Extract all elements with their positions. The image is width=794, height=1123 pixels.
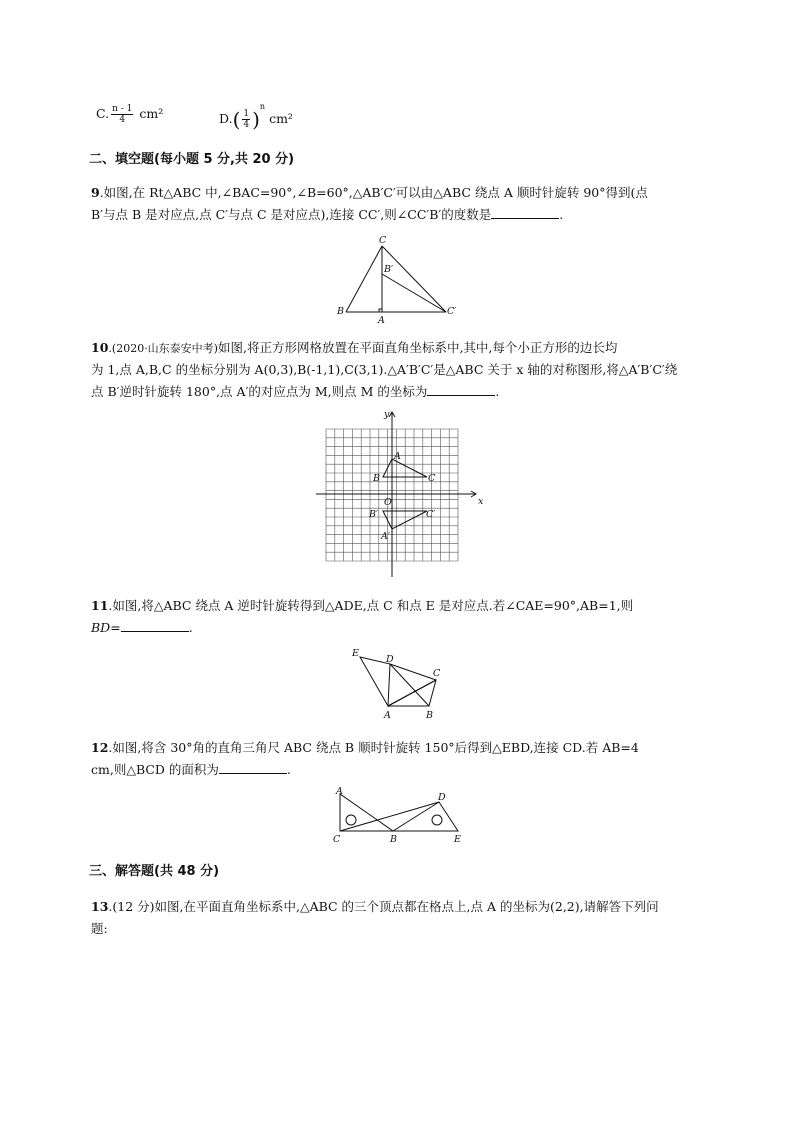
option-c [96,104,163,125]
q10-text-1: 如图,将正方形网格放置在平面直角坐标系中,其中,每个小正方形的边长均 [217,340,618,355]
option-d-numerator: 1 [243,109,250,119]
q10-label-o: O [384,497,392,508]
q10-label-b1: B′ [369,509,379,520]
q10-end: . [495,384,500,399]
q10-label-y: y [384,409,390,420]
q12-label-d: D [438,792,446,803]
option-d-paren-right: ) [252,107,260,132]
q11-figure [348,644,448,722]
q12-triangle-abc [340,794,393,831]
q10-label-a: A [394,451,401,462]
q9-text-2: B′与点 B 是对应点,点 C′与点 C 是对应点),连接 CC′,则∠CC′B′的度数是 [91,207,492,222]
option-c-fraction [111,104,133,125]
q10-label-a1: A′ [381,531,391,542]
q10-number: 10 [91,340,109,355]
q13-line1 [91,897,659,915]
option-c-denominator: 4 [119,115,126,125]
q13-line2 [91,919,108,937]
q12-answer-blank[interactable] [219,761,287,774]
q9-line2 [91,205,563,223]
q9-answer-blank[interactable] [491,206,559,219]
q11-label-a: A [384,710,391,721]
q9-text-1: .如图,在 Rt△ABC 中,∠BAC=90°,∠B=60°,△AB′C′可以由△ABC 绕点 A 顺时针旋转 90°得到(点 [99,185,648,200]
option-d-label: D. [219,111,233,126]
q9-label-c1: C′ [447,306,457,317]
q11-label-e: E [352,648,359,659]
q9-end: . [559,207,564,222]
q10-line1 [91,338,617,356]
q12-end: . [286,762,291,777]
q11-text-1: .如图,将△ABC 绕点 A 逆时针旋转得到△ADE,点 C 和点 E 是对应点.若∠CAE=90°,AB=1,则 [108,598,634,613]
q12-label-a: A [336,786,343,797]
q12-circle-right [432,815,442,825]
q10-line3 [91,382,499,400]
option-d-exponent: n [259,102,266,111]
q9-label-b1: B′ [384,264,394,275]
q12-line2 [91,760,291,778]
q9-label-c: C [379,235,387,246]
q12-label-c: C [333,834,341,845]
q11-label-b: B [426,710,433,721]
q10-source: .(2020·山东泰安中考) [108,342,218,355]
option-d [219,102,293,132]
q10-label-b: B [373,473,380,484]
option-c-unit: cm² [139,106,164,121]
q10-label-c: C [428,473,436,484]
q9-edge-cc1 [382,246,446,312]
section-2-title: 二、填空题(每小题 5 分,共 20 分) [89,152,295,167]
option-d-fraction [242,109,250,130]
q12-text-1: .如图,将含 30°角的直角三角尺 ABC 绕点 B 顺时针旋转 150°后得到△EBD,连接 CD.若 AB=4 [108,740,639,755]
q11-segment-ac [388,680,436,706]
q12-line1 [91,738,639,756]
q13-text-2: 题: [91,921,108,936]
q10-label-x: x [478,496,484,507]
q10-label-c1: C′ [426,509,436,520]
q9-number: 9 [91,185,100,200]
q11-text-2: BD= [91,620,121,635]
q12-text-2: cm,则△BCD 的面积为 [91,762,219,777]
q11-end: . [188,620,193,635]
q11-label-c: C [433,668,441,679]
q9-figure [330,232,465,324]
option-c-numerator: n - 1 [112,104,133,114]
q11-line2 [91,619,193,635]
q12-label-b: B [390,834,397,845]
section-3-title: 三、解答题(共 48 分) [89,864,220,879]
option-d-unit: cm² [269,111,293,126]
q9-label-b: B [337,306,344,317]
q12-number: 12 [91,740,109,755]
q10-answer-blank[interactable] [427,383,495,396]
q10-coordinate-grid-figure [313,405,485,581]
q11-line1 [91,596,633,614]
option-d-paren-left: ( [232,107,241,132]
q11-number: 11 [91,598,109,613]
q9-line1 [91,183,648,201]
q11-answer-blank[interactable] [121,619,189,632]
q10-line2 [91,360,677,378]
option-c-label: C. [96,106,110,121]
q12-label-e: E [454,834,461,845]
q9-edge-bc [346,246,382,312]
q11-label-d: D [386,654,394,665]
q10-text-3: 点 B′逆时针旋转 180°,点 A′的对应点为 M,则点 M 的坐标为 [91,384,428,399]
q13-number: 13 [91,899,109,914]
q9-label-a: A [378,315,385,324]
q13-text-1: .(12 分)如图,在平面直角坐标系中,△ABC 的三个顶点都在格点上,点 A 的坐标为(2,2),请解答下列问 [108,899,659,914]
q12-figure [328,786,468,846]
option-d-denominator: 4 [243,120,250,130]
q12-circle-left [346,815,356,825]
q10-text-2: 为 1,点 A,B,C 的坐标分别为 A(0,3),B(-1,1),C(3,1).△A′B′C′是△ABC 关于 x 轴的对称图形,将△A′B′C′绕 [91,362,678,377]
